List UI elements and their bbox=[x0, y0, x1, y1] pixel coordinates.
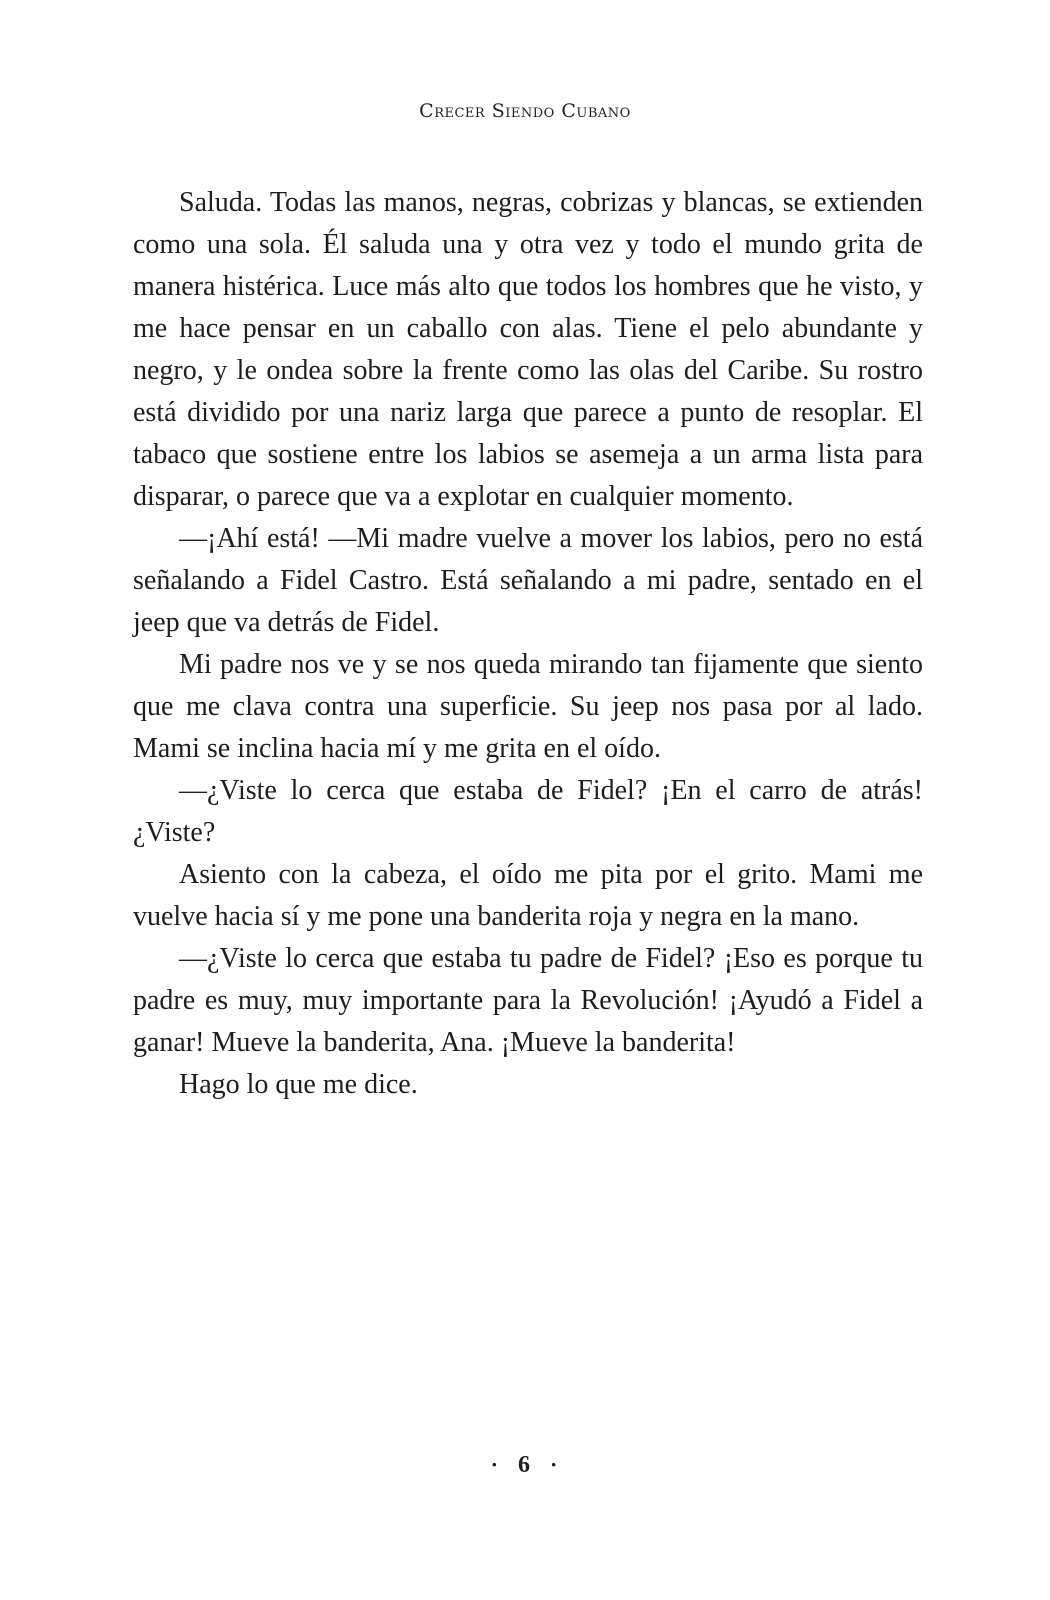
paragraph: —¿Viste lo cerca que estaba tu padre de Fidel? ¡Eso es porque tu padre es muy, muy importante para la Revolución! ¡Ayudó a Fidel a ganar! Mueve la banderita, Ana. ¡Mueve la banderita! bbox=[133, 943, 923, 1058]
page-number-value: 6 bbox=[518, 1452, 532, 1478]
paragraph: Saluda. Todas las manos, negras, cobrizas y blancas, se extienden como una sola. Él saluda una y otra vez y todo el mundo grita de manera histérica. Luce más alto que todos los hombres que he visto, y me hace pensar en un caballo con alas. Tiene el pelo abundante y negro, y le ondea sobre la frente como las olas del Caribe. Su rostro está dividido por una nariz larga que parece a punto de resoplar. El tabaco que sostiene entre los labios se asemeja a un arma lista para disparar, o parece que va a explotar en cualquier momento. bbox=[133, 187, 923, 512]
running-head: Crecer Siendo Cubano bbox=[419, 100, 631, 122]
paragraph: Hago lo que me dice. bbox=[179, 1069, 418, 1100]
paragraph: —¿Viste lo cerca que estaba de Fidel? ¡En el carro de atrás! ¿Viste? bbox=[133, 775, 923, 848]
paragraph: Mi padre nos ve y se nos queda mirando tan fijamente que siento que me clava contra una superficie. Su jeep nos pasa por al lado. Mami se inclina hacia mí y me grita en el oído. bbox=[133, 649, 923, 764]
page-number bbox=[0, 1452, 1050, 1479]
paragraph: —¡Ahí está! —Mi madre vuelve a mover los labios, pero no está señalando a Fidel Castro. Está señalando a mi padre, sentado en el jeep que va detrás de Fidel. bbox=[133, 523, 923, 638]
paragraph: Asiento con la cabeza, el oído me pita por el grito. Mami me vuelve hacia sí y me pone una banderita roja y negra en la mano. bbox=[133, 859, 923, 932]
folio-dot-left: · bbox=[490, 1452, 500, 1477]
folio-dot-right: · bbox=[550, 1452, 560, 1477]
body-text bbox=[133, 182, 923, 1106]
